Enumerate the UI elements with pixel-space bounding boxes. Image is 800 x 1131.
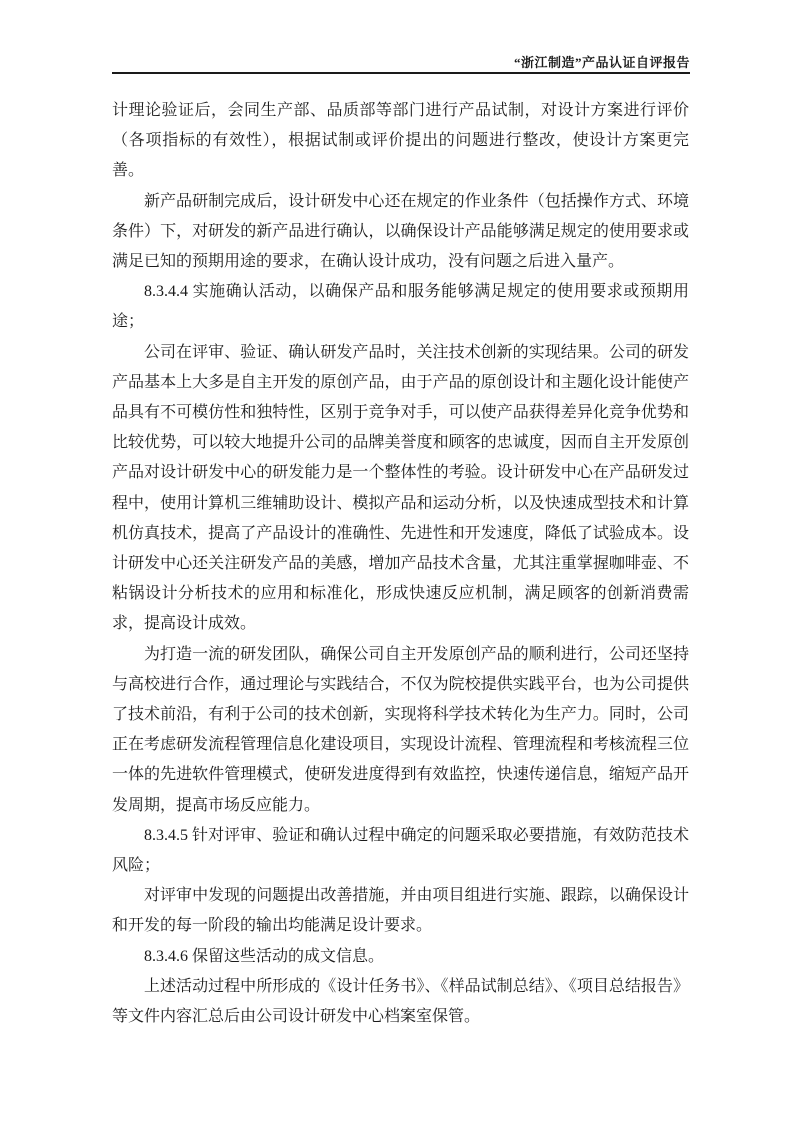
- paragraph: 上述活动过程中所形成的《设计任务书》、《样品试制总结》、《项目总结报告》等文件内容汇总后由公司设计研发中心档案室保管。: [112, 977, 689, 1026]
- paragraph: 公司在评审、验证、确认研发产品时，关注技术创新的实现结果。公司的研发产品基本上大多是自主开发的原创产品，由于产品的原创设计和主题化设计能使产品具有不可模仿性和独特性，区别于竞争对手，可以使产品获得差异化竞争优势和比较优势，可以较大地提升公司的品牌美誉度和顾客的忠诚度，因而自主开发原创产品对设计研发中心的研发能力是一个整体性的考验。设计研发中心在产品研发过程中，使用计算机三维辅助设计、模拟产品和运动分析，以及快速成型技术和计算机仿真技术，提高了产品设计的准确性、先进性和开发速度，降低了试验成本。设计研发中心还关注研发产品的美感，增加产品技术含量，尤其注重掌握咖啡壶、不粘锅设计分析技术的应用和标准化，形成快速反应机制，满足顾客的创新消费需求，提高设计成效。: [112, 343, 689, 633]
- paragraph-clause-8344: 8.3.4.4 实施确认活动，以确保产品和服务能够满足规定的使用要求或预期用途；: [112, 283, 689, 331]
- paragraph-clause-8345: 8.3.4.5 针对评审、验证和确认过程中确定的问题采取必要措施，有效防范技术风险；: [112, 826, 689, 875]
- paragraph: 为打造一流的研发团队，确保公司自主开发原创产品的顺利进行，公司还坚持与高校进行合作，通过理论与实践结合，不仅为院校提供实践平台，也为公司提供了技术前沿，有利于公司的技术创新，实现将科学技术转化为生产力。同时，公司正在考虑研发流程管理信息化建设项目，实现设计流程、管理流程和考核流程三位一体的先进软件管理模式，使研发进度得到有效监控，快速传递信息，缩短产品开发周期，提高市场反应能力。: [112, 645, 689, 814]
- paragraph: 新产品研制完成后，设计研发中心还在规定的作业条件（包括操作方式、环境条件）下，对研发的新产品进行确认，以确保设计产品能够满足规定的使用要求或满足已知的预期用途的要求，在确认设计成功，没有问题之后进入量产。: [112, 192, 689, 271]
- paragraph: 计理论验证后，会同生产部、品质部等部门进行产品试制，对设计方案进行评价（各项指标的有效性），根据试制或评价提出的问题进行整改，使设计方案更完善。: [112, 102, 689, 180]
- paragraph-clause-8346: 8.3.4.6 保留这些活动的成文信息。: [144, 947, 385, 965]
- paragraph: 对评审中发现的问题提出改善措施，并由项目组进行实施、跟踪，以确保设计和开发的每一阶段的输出均能满足设计要求。: [112, 887, 689, 935]
- page-header-title: “浙江制造”产品认证自评报告: [513, 55, 690, 70]
- document-body: [112, 96, 689, 1032]
- header-divider-line: [112, 72, 690, 74]
